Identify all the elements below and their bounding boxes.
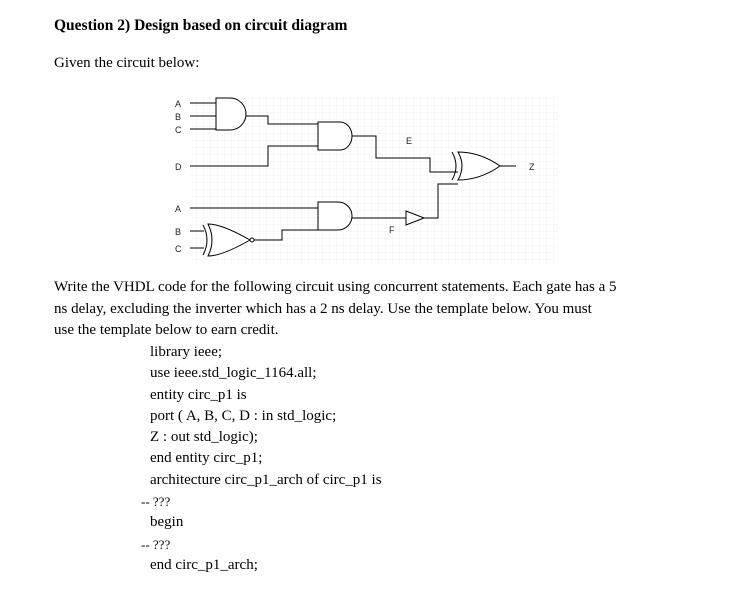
template-comment-line: -- ??? bbox=[141, 536, 171, 552]
template-line: use ieee.std_logic_1164.all; bbox=[150, 365, 317, 382]
node-label-e: E bbox=[406, 136, 413, 146]
template-line: architecture circ_p1_arch of circ_p1 is bbox=[150, 471, 382, 488]
instructions-paragraph bbox=[54, 277, 694, 342]
instructions-line: Write the VHDL code for the following circuit using concurrent statements. Each gate has a 5 bbox=[54, 279, 617, 295]
template-line: Z : out std_logic); bbox=[150, 429, 258, 446]
template-line: end entity circ_p1; bbox=[150, 450, 263, 467]
input-label-a: A bbox=[175, 99, 182, 109]
template-line: entity circ_p1 is bbox=[150, 386, 247, 403]
template-line: port ( A, B, C, D : in std_logic; bbox=[150, 407, 337, 424]
vhdl-template bbox=[141, 342, 382, 576]
template-line: end circ_p1_arch; bbox=[150, 556, 258, 573]
and-gate-abc bbox=[216, 98, 246, 130]
template-line: begin bbox=[150, 514, 184, 531]
given-text: Given the circuit below: bbox=[54, 55, 200, 71]
instructions-line: ns delay, excluding the inverter which has a 2 ns delay. Use the template below. You must bbox=[54, 300, 592, 317]
question-heading: Question 2) Design based on circuit diagram bbox=[54, 17, 348, 34]
template-line: library ieee; bbox=[150, 344, 223, 360]
instructions-line: use the template below to earn credit. bbox=[54, 322, 279, 338]
inverter-bubble bbox=[250, 238, 254, 242]
node-label-f: F bbox=[389, 225, 395, 235]
input-label-d: D bbox=[175, 162, 182, 172]
output-label-z: Z bbox=[529, 162, 535, 172]
input-label-b2: B bbox=[175, 227, 182, 237]
and-gate-f bbox=[318, 202, 352, 230]
input-label-a2: A bbox=[175, 204, 182, 214]
template-comment-line: -- ??? bbox=[141, 494, 171, 510]
and-gate-e bbox=[318, 122, 352, 150]
input-label-c2: C bbox=[175, 244, 182, 254]
input-label-b: B bbox=[175, 112, 182, 122]
circuit-diagram bbox=[0, 0, 732, 280]
input-label-c: C bbox=[175, 125, 182, 135]
